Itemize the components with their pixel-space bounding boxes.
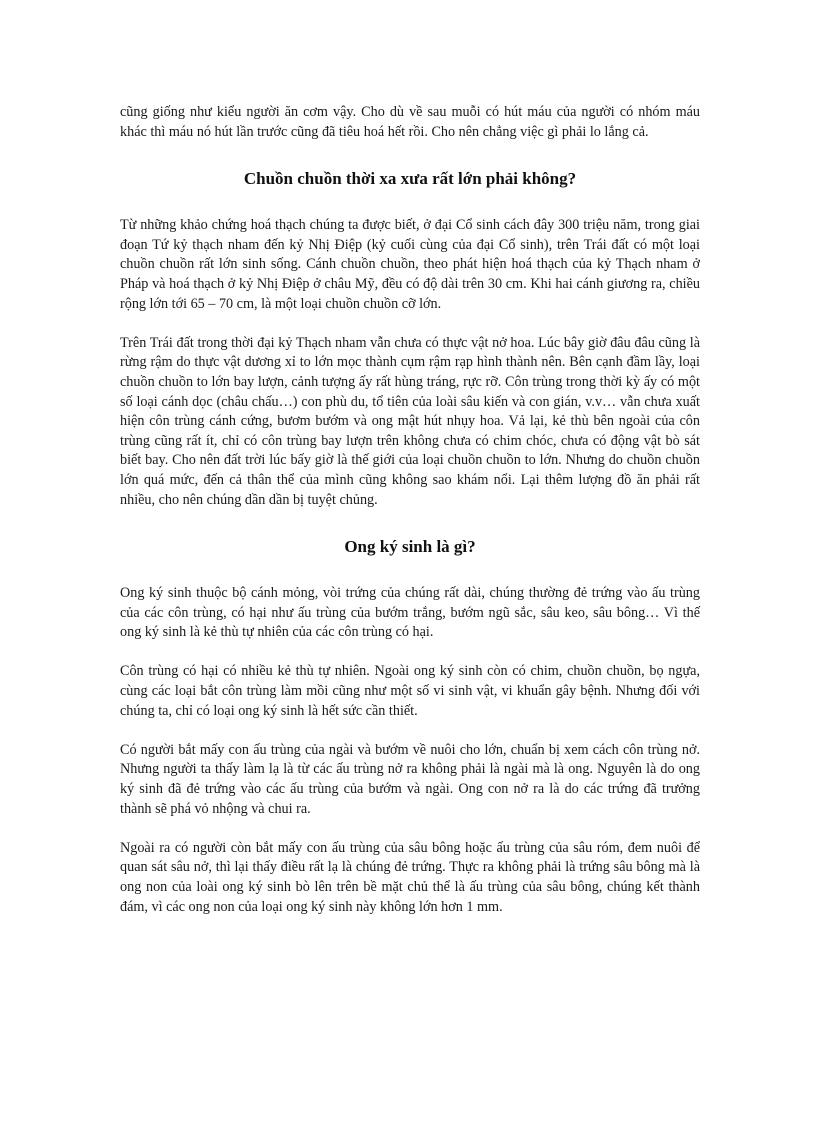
section-heading: Chuồn chuồn thời xa xưa rất lớn phải không? (243, 169, 577, 189)
paragraph: Ngoài ra có người còn bắt mấy con ấu trùng của sâu bông hoặc ấu trùng của sâu róm, đem nuôi để quan sát sâu nở, thì lại thấy điều rất lạ là chúng đẻ trứng. Thực ra không phải là trứng sâu bông mà là ong non của loài ong ký sinh bò lên trên bề mặt chủ thể là ấu trùng của sâu bông, chúng kết thành đám, vì các ong non của loại ong ký sinh này không lớn hơn 1 mm. (120, 839, 700, 915)
paragraph: Côn trùng có hại có nhiều kẻ thù tự nhiên. Ngoài ong ký sinh còn có chim, chuồn chuồn, bọ ngựa, cùng các loại bắt côn trùng làm mồi cũng như một số vi sinh vật, vi khuẩn gây bệnh. Nhưng đối với chúng ta, chỉ có loại ong ký sinh là hết sức cần thiết. (120, 663, 700, 719)
section-heading: Ong ký sinh là gì? (344, 537, 476, 557)
document-body (120, 103, 700, 937)
paragraph: Có người bắt mấy con ấu trùng của ngài và bướm về nuôi cho lớn, chuẩn bị xem cách côn trùng nở. Nhưng người ta thấy làm lạ là từ các ấu trùng nở ra không phải là ngài mà là ong. Nguyên là do ong ký sinh đã đẻ trứng vào các ấu trùng của bướm và ngài. Ong con nở ra là do các trứng đã trưởng thành sẽ phá vỏ nhộng và chui ra. (120, 741, 700, 817)
paragraph: Từ những khảo chứng hoá thạch chúng ta được biết, ở đại Cổ sinh cách đây 300 triệu năm, trong giai đoạn Tứ kỷ thạch nham đến kỷ Nhị Điệp (kỷ cuối cùng của đại Cổ sinh), trên Trái đất có một loại chuồn chuồn rất lớn sinh sống. Cánh chuồn chuồn, theo phát hiện hoá thạch của kỷ Thạch nham ở Pháp và hoá thạch ở kỷ Nhị Điệp ở châu Mỹ, đều có độ dài trên 30 cm. Khi hai cánh giương ra, chiều rộng lớn tới 65 – 70 cm, là một loại chuồn chuồn cỡ lớn. (120, 217, 700, 312)
paragraph: Ong ký sinh thuộc bộ cánh mỏng, vòi trứng của chúng rất dài, chúng thường đẻ trứng vào ấu trùng của các côn trùng, có hại như ấu trùng của bướm trắng, bướm ngũ sắc, sâu keo, sâu bông… Vì thế ong ký sinh là kẻ thù tự nhiên của các côn trùng có hại. (120, 585, 700, 641)
paragraph: Trên Trái đất trong thời đại kỷ Thạch nham vẫn chưa có thực vật nở hoa. Lúc bây giờ đâu đâu cũng là rừng rậm do thực vật dương xỉ to lớn mọc thành cụm rậm rạp hình thành nên. Bên cạnh đầm lầy, loại chuồn chuồn to lớn bay lượn, cảnh tượng ấy rất hùng tráng, rực rỡ. Côn trùng trong thời kỳ ấy có một số loại cánh dọc (châu chấu…) con phù du, tổ tiên của loài sâu kiến và con gián, v.v… vẫn chưa xuất hiện côn trùng cánh cứng, bươm bướm và ong mật hút nhụy hoa. Vả lại, kẻ thù bên ngoài của côn trùng cũng rất ít, chỉ có côn trùng bay lượn trên không chưa có chim chóc, chưa có động vật bò sát biết bay. Cho nên đất trời lúc bấy giờ là thế giới của loại chuồn chuồn to lớn. Nhưng do chuồn chuồn lớn quá mức, đến cả thân thể của mình cũng không sao khám nổi. Lại thêm lượng đồ ăn phải rất nhiều, cho nên chúng dần dần bị tuyệt chủng. (120, 334, 700, 508)
section-parasitic-wasp (120, 536, 700, 917)
intro-paragraph: cũng giống như kiểu người ăn cơm vậy. Cho dù về sau muỗi có hút máu của người có nhóm máu khác thì máu nó hút lần trước cũng đã tiêu hoá hết rồi. Cho nên chẳng việc gì phải lo lắng cả. (120, 104, 700, 140)
section-dragonfly (120, 168, 700, 510)
